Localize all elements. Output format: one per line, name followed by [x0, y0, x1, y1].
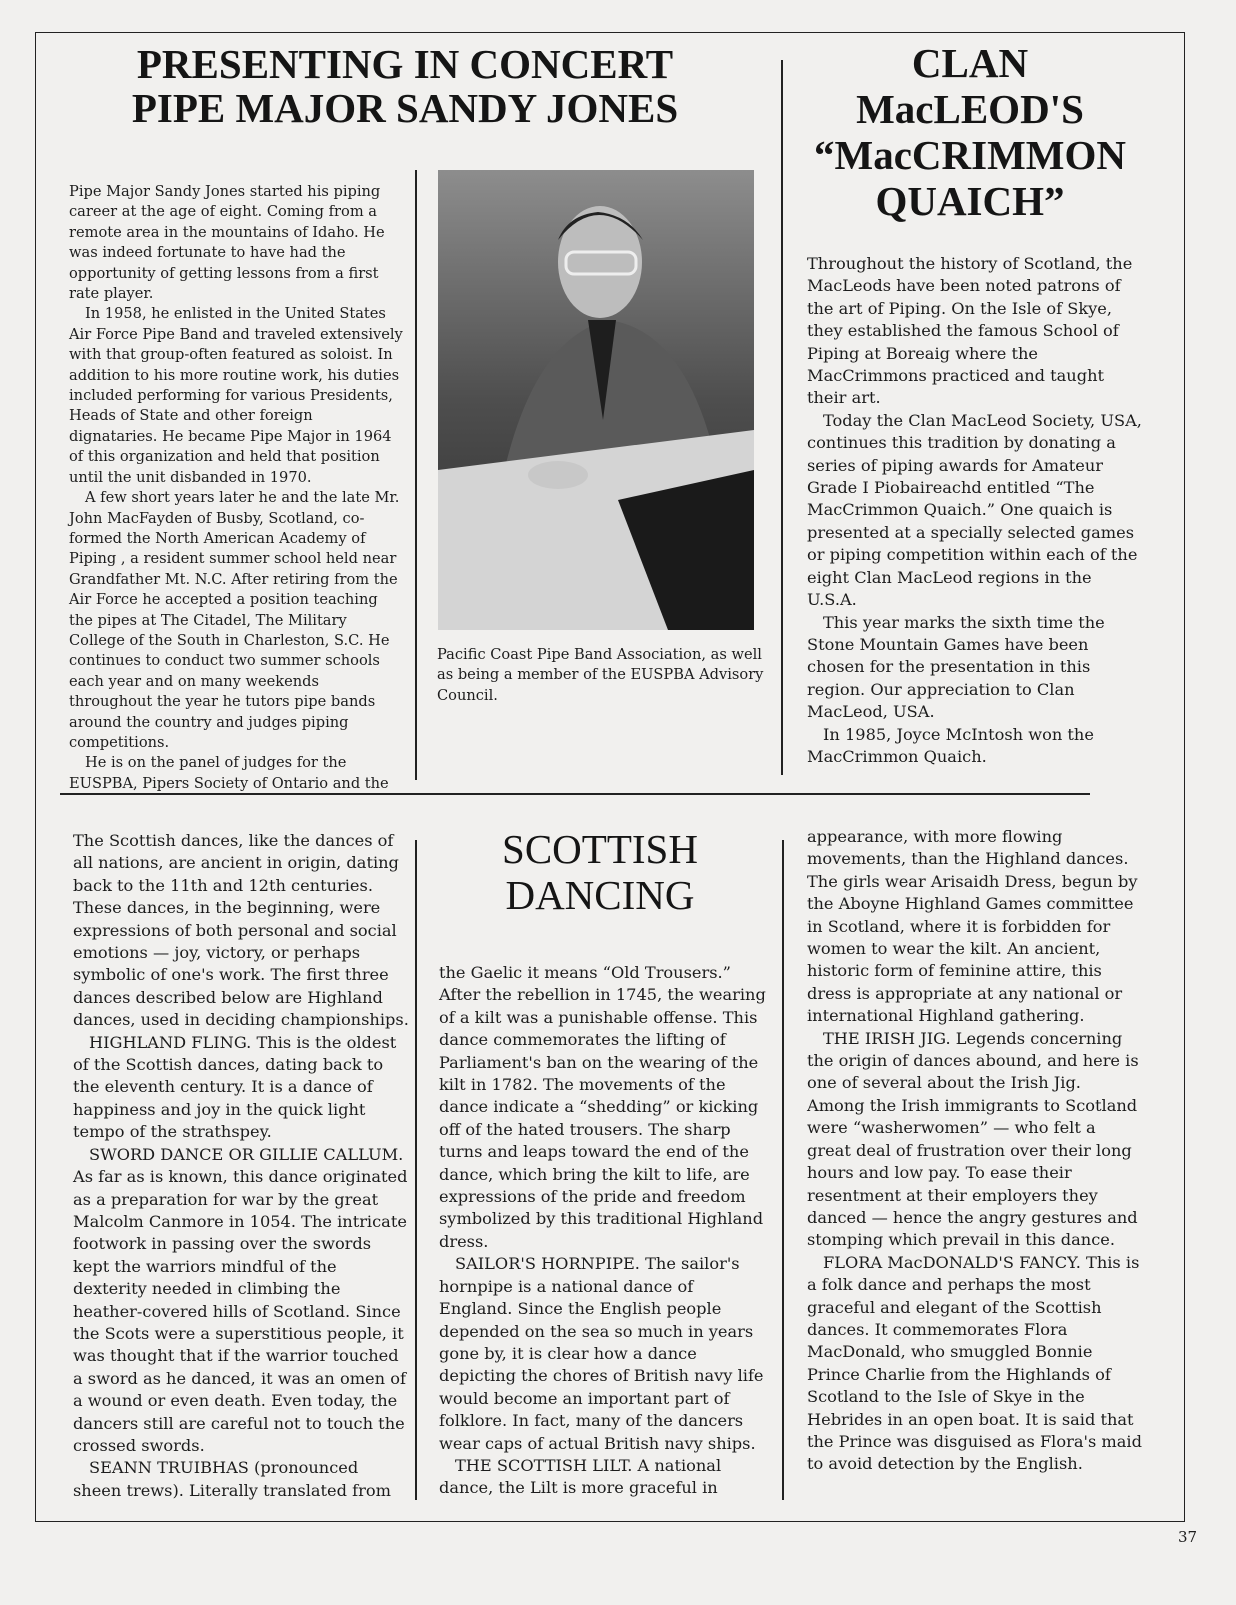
paragraph: In 1985, Joyce McIntosh won the MacCrimmon Quaich.	[807, 724, 1094, 766]
concert-title-line: PRESENTING IN CONCERT	[136, 41, 674, 87]
paragraph: SEANN TRUIBHAS (pronounced sheen trews). Literally translated from	[73, 1458, 391, 1500]
paragraph: SWORD DANCE OR GILLIE CALLUM. As far as is known, this dance originated as a preparation for war by the great Malcolm Canmore in 1054. The intricate footwork in passing over the swords kept the warriors mindful of the dexterity needed in climbing the heather-covered hills of Scotland. Since the Scots were a superstitious people, it was thought that if the warrior touched a sword as he danced, it was an omen of a wound or even death. Even today, the dancers still are careful not to touch the crossed swords.	[73, 1144, 408, 1455]
paragraph: appearance, with more flowing movements, than the Highland dances. The girls wear Arisaidh Dress, begun by the Aboyne Highland Games committee in Scotland, where it is forbidden for women to wear the kilt. An ancient, historic form of feminine attire, this dress is appropriate at any national or international Highland gathering.	[807, 827, 1138, 1026]
quaich-title-line: “MacCRIMMON	[814, 132, 1126, 178]
paragraph: the Gaelic it means “Old Trousers.” After the rebellion in 1745, the wearing of a kilt was a punishable offense. This dance commemorates the lifting of Parliament's ban on the wearing of the kilt in 1782. The movements of the dance indicate a “shedding” or kicking off of the hated trousers. The sharp turns and leaps toward the end of the dance, which bring the kilt to life, are expressions of the pride and freedom symbolized by this traditional Highland dress.	[439, 963, 766, 1251]
dancing-col3	[807, 826, 1142, 1476]
column-rule	[415, 170, 417, 780]
paragraph: THE IRISH JIG. Legends concerning the origin of dances abound, and here is one of several about the Irish Jig. Among the Irish immigrants to Scotland were “washerwomen” — who felt a great deal of frustration over their long hours and low pay. To ease their resentment at their employers they danced — hence the angry gestures and stomping which prevail in this dance.	[807, 1028, 1139, 1250]
dancing-col1	[73, 830, 409, 1502]
paragraph: Pipe Major Sandy Jones started his piping career at the age of eight. Coming from a remote area in the mountains of Idaho. He was indeed fortunate to have had the opportunity of getting lessons from a first rate player.	[69, 183, 385, 303]
column-rule	[782, 840, 784, 1500]
column-rule	[415, 840, 417, 1500]
photo-caption: Pacific Coast Pipe Band Association, as well as being a member of the EUSPBA Advisory Council.	[437, 646, 764, 704]
concert-title	[40, 42, 770, 131]
portrait-illustration	[438, 170, 754, 630]
quaich-title-line: MacLEOD'S	[856, 86, 1084, 132]
paragraph: He is on the panel of judges for the EUSPBA, Pipers Society of Ontario and the	[69, 754, 389, 792]
dancing-title-line: DANCING	[505, 872, 695, 918]
paragraph: A few short years later he and the late Mr. John MacFayden of Busby, Scotland, co-formed the North American Academy of Piping , a resident summer school held near Grandfather Mt. N.C. After retiring from the Air Force he accepted a position teaching the pipes at The Citadel, The Military College of the South in Charleston, S.C. He continues to conduct two summer schools each year and on many weekends throughout the year he tutors pipe bands around the country and judges piping competitions.	[69, 489, 400, 751]
paragraph: Throughout the history of Scotland, the MacLeods have been noted patrons of the art of Piping. On the Isle of Skye, they established the famous School of Piping at Boreaig where the MacCrimmons practiced and taught their art.	[807, 254, 1133, 408]
quaich-title-line: CLAN	[911, 40, 1029, 86]
dancing-title	[430, 826, 770, 918]
paragraph: In 1958, he enlisted in the United States Air Force Pipe Band and traveled extensively with that group-often featured as soloist. In addition to his more routine work, his duties included performing for various Presidents, Heads of State and other foreign dignataries. He became Pipe Major in 1964 of this organization and held that position until the unit disbanded in 1970.	[69, 305, 403, 486]
photo-sandy-jones	[438, 170, 754, 630]
page-number: 37	[1178, 1528, 1198, 1546]
paragraph: THE SCOTTISH LILT. A national dance, the Lilt is more graceful in	[439, 1455, 722, 1498]
dancing-title-line: SCOTTISH	[502, 826, 698, 872]
concert-body	[69, 182, 405, 794]
quaich-title-line: QUAICH”	[875, 178, 1065, 224]
paragraph: The Scottish dances, like the dances of all nations, are ancient in origin, dating back to the 11th and 12th centuries. These dances, in the beginning, were expressions of both personal and social emotions — joy, victory, or perhaps symbolic of one's work. The first three dances described below are Highland dances, used in deciding championships.	[73, 831, 409, 1030]
section-rule	[60, 793, 1090, 795]
quaich-title	[795, 40, 1145, 224]
paragraph: This year marks the sixth time the Stone Mountain Games have been chosen for the presentation in this region. Our appreciation to Clan MacLeod, USA.	[807, 612, 1105, 722]
paragraph: FLORA MacDONALD'S FANCY. This is a folk dance and perhaps the most graceful and elegant of the Scottish dances. It commemorates Flora MacDonald, who smuggled Bonnie Prince Charlie from the Highlands of Scotland to the Isle of Skye in the Hebrides in an open boat. It is said that the Prince was disguised as Flora's maid to avoid detection by the English.	[807, 1252, 1142, 1474]
column-rule	[781, 60, 783, 775]
paragraph: HIGHLAND FLING. This is the oldest of the Scottish dances, dating back to the eleventh century. It is a dance of happiness and joy in the quick light tempo of the strathspey.	[73, 1032, 397, 1142]
paragraph: SAILOR'S HORNPIPE. The sailor's hornpipe is a national dance of England. Since the English people depended on the sea so much in years gone by, it is clear how a dance depicting the chores of British navy life would become an important part of folklore. In fact, many of the dancers wear caps of actual British navy ships.	[439, 1254, 764, 1453]
dancing-col2	[439, 962, 771, 1500]
paragraph: Today the Clan MacLeod Society, USA, continues this tradition by donating a series of piping awards for Amateur Grade I Piobaireachd entitled “The MacCrimmon Quaich.” One quaich is presented at a specially selected games or piping competition within each of the eight Clan MacLeod regions in the U.S.A.	[807, 410, 1142, 610]
quaich-body	[807, 253, 1142, 768]
concert-title-line: PIPE MAJOR SANDY JONES	[131, 85, 679, 132]
